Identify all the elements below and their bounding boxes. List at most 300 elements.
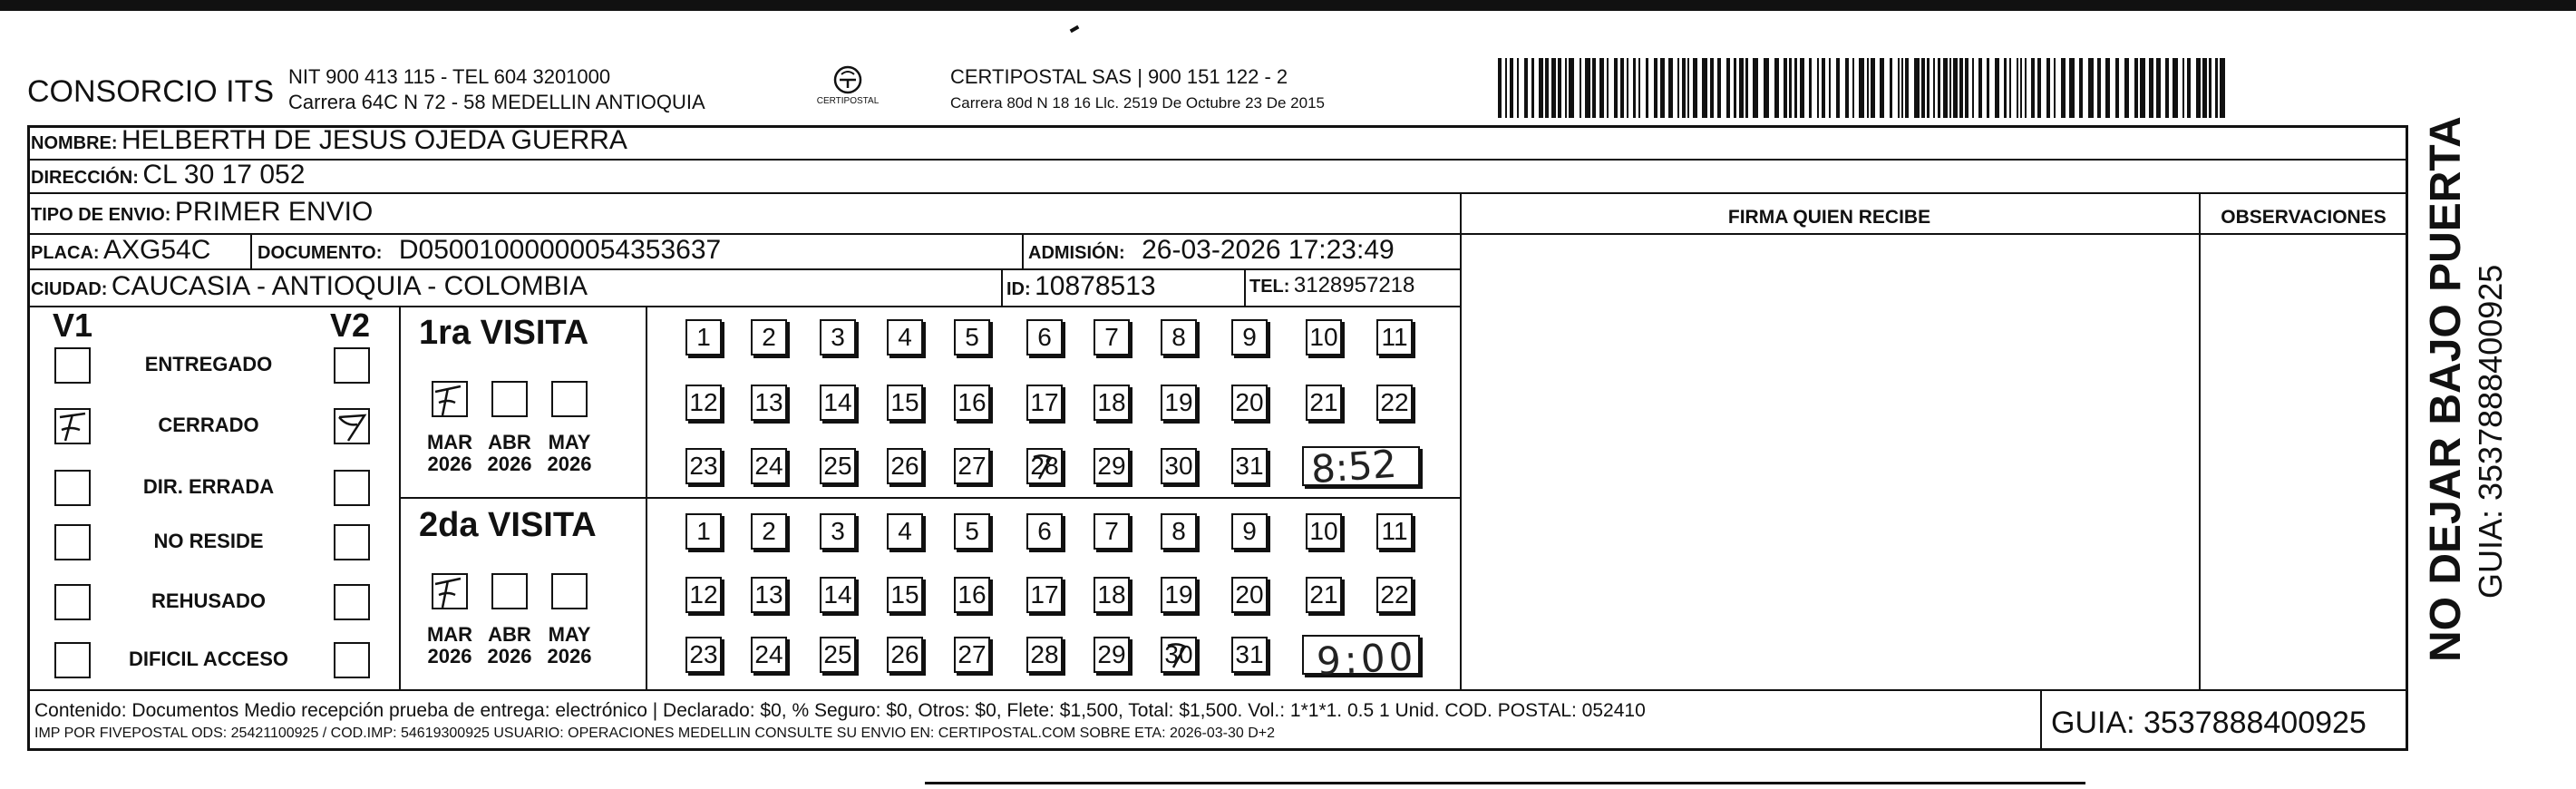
barcode-bar xyxy=(2054,58,2056,118)
day-number: 21 xyxy=(1309,580,1338,609)
barcode-bar xyxy=(1817,58,1819,118)
barcode-bar xyxy=(1943,58,1948,118)
barcode-bar xyxy=(1627,58,1628,118)
barcode-bar xyxy=(1852,58,1854,118)
v1-checkbox[interactable] xyxy=(54,408,91,444)
first-month-label xyxy=(421,432,479,475)
second-day-box[interactable] xyxy=(1376,577,1413,613)
divider xyxy=(1460,233,2408,235)
first-day-box[interactable] xyxy=(1306,385,1342,421)
barcode-bar xyxy=(1592,58,1596,118)
day-number: 19 xyxy=(1164,580,1193,609)
first-day-box[interactable] xyxy=(1231,385,1268,421)
day-number: 18 xyxy=(1097,388,1126,416)
second-day-box[interactable] xyxy=(1026,577,1063,613)
barcode-bar xyxy=(1867,58,1869,118)
second-day-box[interactable] xyxy=(1231,577,1268,613)
divider xyxy=(1244,268,1246,306)
barcode-bar xyxy=(2017,58,2018,118)
second-day-box[interactable] xyxy=(887,513,923,550)
firma-header: FIRMA QUIEN RECIBE xyxy=(1727,207,1931,228)
status-label: DIFICIL ACCESO xyxy=(128,648,288,670)
documento-value: D05001000000054353637 xyxy=(398,235,722,265)
second-day-box[interactable] xyxy=(1161,637,1197,673)
barcode-bar xyxy=(1524,58,1528,118)
first-day-box[interactable] xyxy=(751,319,787,356)
barcode-bar xyxy=(1539,58,1543,118)
barcode-bar xyxy=(1859,58,1864,118)
barcode-bar xyxy=(1898,58,1900,118)
tel-label: TEL: xyxy=(1249,277,1290,297)
first-month-checkbox[interactable] xyxy=(551,381,588,417)
first-day-box[interactable] xyxy=(1161,448,1197,484)
documento-cell xyxy=(258,235,721,266)
day-number: 14 xyxy=(823,388,852,416)
day-number: 23 xyxy=(689,640,718,668)
barcode-bar xyxy=(1845,58,1849,118)
first-day-box[interactable] xyxy=(751,385,787,421)
day-number: 11 xyxy=(1381,323,1408,351)
first-day-box[interactable] xyxy=(751,448,787,484)
first-day-box[interactable] xyxy=(887,448,923,484)
second-month-checkbox[interactable] xyxy=(491,573,528,609)
barcode-bar xyxy=(1531,58,1534,118)
first-day-box[interactable] xyxy=(887,385,923,421)
barcode-bar xyxy=(2105,58,2110,118)
v1-checkbox[interactable] xyxy=(54,524,91,560)
check-mark-icon xyxy=(433,575,466,608)
day-number: 26 xyxy=(890,640,919,668)
no-dejar-warning: NO DEJAR BAJO PUERTA xyxy=(2422,116,2470,662)
day-number: 2 xyxy=(762,323,776,351)
divider xyxy=(27,689,2408,691)
ciudad-row xyxy=(31,271,588,302)
day-mark-icon xyxy=(1030,452,1059,481)
barcode-bar xyxy=(1734,58,1736,118)
barcode-bar xyxy=(2215,58,2218,118)
first-day-box[interactable] xyxy=(820,448,856,484)
month-name: MAY xyxy=(548,623,591,646)
nombre-value: HELBERTH DE JESUS OJEDA GUERRA xyxy=(122,125,627,155)
first-day-box[interactable] xyxy=(820,385,856,421)
barcode-bar xyxy=(1710,58,1714,118)
second-month-label xyxy=(481,624,539,667)
day-number: 3 xyxy=(831,323,845,351)
barcode-bar xyxy=(1682,58,1686,118)
first-month-label xyxy=(540,432,598,475)
barcode-bar xyxy=(2173,58,2178,118)
barcode-bar xyxy=(1774,58,1779,118)
nombre-label: NOMBRE: xyxy=(31,133,118,153)
second-day-box[interactable] xyxy=(751,637,787,673)
barcode-bar xyxy=(2156,58,2161,118)
first-day-box[interactable] xyxy=(820,319,856,356)
second-day-box[interactable] xyxy=(1161,513,1197,550)
status-label: ENTREGADO xyxy=(144,353,273,375)
second-day-box[interactable] xyxy=(820,513,856,550)
second-day-box[interactable] xyxy=(1161,577,1197,613)
day-number: 20 xyxy=(1235,388,1264,416)
status-label: NO RESIDE xyxy=(153,530,264,552)
barcode-bar xyxy=(2140,58,2145,118)
first-day-box[interactable] xyxy=(1094,319,1130,356)
day-number: 19 xyxy=(1164,388,1193,416)
second-day-box[interactable] xyxy=(1026,637,1063,673)
second-day-box[interactable] xyxy=(954,637,990,673)
company-address: Carrera 64C N 72 - 58 MEDELLIN ANTIOQUIA xyxy=(288,91,705,113)
direccion-value: CL 30 17 052 xyxy=(142,160,306,190)
second-day-box[interactable] xyxy=(887,637,923,673)
second-day-box[interactable] xyxy=(820,577,856,613)
barcode-bar xyxy=(2134,58,2138,118)
day-number: 6 xyxy=(1037,517,1052,545)
month-year: 2026 xyxy=(487,645,532,668)
first-day-box[interactable] xyxy=(1376,385,1413,421)
v1-checkbox[interactable] xyxy=(54,584,91,620)
v2-header: V2 xyxy=(330,307,371,344)
day-mark-icon xyxy=(1164,640,1193,669)
day-number: 29 xyxy=(1097,452,1126,480)
day-number: 1 xyxy=(696,323,711,351)
barcode-bar xyxy=(1901,58,1903,118)
day-number: 9 xyxy=(1242,323,1257,351)
month-name: MAR xyxy=(426,431,473,453)
barcode-bar xyxy=(1784,58,1787,118)
barcode xyxy=(1498,58,2226,118)
barcode-bar xyxy=(1668,58,1673,118)
barcode-bar xyxy=(2202,58,2207,118)
barcode-bar xyxy=(1880,58,1884,118)
day-number: 29 xyxy=(1097,640,1126,668)
second-month-label xyxy=(421,624,479,667)
barcode-bar xyxy=(1565,58,1567,118)
certipostal-logo xyxy=(812,63,884,109)
day-number: 25 xyxy=(823,452,852,480)
month-year: 2026 xyxy=(487,453,532,476)
day-number: 26 xyxy=(890,452,919,480)
divider xyxy=(2199,192,2201,689)
first-day-box[interactable] xyxy=(954,385,990,421)
second-day-box[interactable] xyxy=(954,577,990,613)
first-day-box[interactable] xyxy=(685,385,722,421)
barcode-bar xyxy=(1914,58,1920,118)
barcode-bar xyxy=(1693,58,1697,118)
v1-checkbox[interactable] xyxy=(54,470,91,506)
barcode-bar xyxy=(1829,58,1831,118)
barcode-bar xyxy=(1953,58,1958,118)
barcode-bar xyxy=(1905,58,1909,118)
day-number: 10 xyxy=(1309,323,1338,351)
day-number: 1 xyxy=(696,517,711,545)
company-nit: NIT 900 413 115 - TEL 604 3201000 xyxy=(288,65,611,88)
day-number: 11 xyxy=(1381,517,1408,545)
tipo-label: TIPO DE ENVIO: xyxy=(31,205,171,225)
placa-row xyxy=(31,235,210,266)
second-month-checkbox[interactable] xyxy=(551,573,588,609)
barcode-bar xyxy=(2046,58,2050,118)
second-day-box[interactable] xyxy=(751,513,787,550)
barcode-bar xyxy=(1614,58,1618,118)
barcode-bar xyxy=(2097,58,2101,118)
barcode-bar xyxy=(2079,58,2083,118)
day-number: 13 xyxy=(754,388,783,416)
day-number: 24 xyxy=(754,640,783,668)
v2-checkbox[interactable] xyxy=(334,584,370,620)
day-number: 8 xyxy=(1171,323,1186,351)
day-number: 24 xyxy=(754,452,783,480)
barcode-bar xyxy=(1638,58,1640,118)
barcode-bar xyxy=(2182,58,2184,118)
second-visit-title: 2da VISITA xyxy=(419,506,597,544)
barcode-bar xyxy=(2031,58,2035,118)
tel-cell xyxy=(1249,273,1414,298)
second-day-box[interactable] xyxy=(1094,513,1130,550)
barcode-bar xyxy=(2165,58,2169,118)
observaciones-header: OBSERVACIONES xyxy=(2221,207,2386,228)
barcode-bar xyxy=(1959,58,1963,118)
barcode-bar xyxy=(1545,58,1549,118)
first-day-box[interactable] xyxy=(1161,319,1197,356)
second-day-box[interactable] xyxy=(954,513,990,550)
barcode-bar xyxy=(1800,58,1804,118)
status-label: REHUSADO xyxy=(151,589,266,612)
check-mark-icon xyxy=(56,410,89,443)
divider xyxy=(1022,233,1024,268)
first-day-box[interactable] xyxy=(1026,448,1063,484)
first-day-box[interactable] xyxy=(1231,448,1268,484)
barcode-bar xyxy=(2061,58,2066,118)
contenido-line: Contenido: Documentos Medio recepción prueba de entrega: electrónico | Declarado: $0, % Seguro: $0, Otros: $0, Flete: $1,500, Total: $1,500. Vol.: 1*1*1. 0.5 1 Unid. COD. POSTAL: 052410 xyxy=(34,700,1646,721)
second-day-box[interactable] xyxy=(1306,513,1342,550)
barcode-bar xyxy=(1764,58,1769,118)
second-day-box[interactable] xyxy=(685,513,722,550)
divider xyxy=(1001,268,1003,306)
barcode-bar xyxy=(2187,58,2191,118)
mark-dot xyxy=(1070,25,1080,33)
barcode-bar xyxy=(1978,58,1982,118)
v2-checkbox[interactable] xyxy=(334,524,370,560)
barcode-bar xyxy=(1633,58,1636,118)
barcode-bar xyxy=(1687,58,1689,118)
admision-cell xyxy=(1028,235,1395,266)
month-year: 2026 xyxy=(427,645,472,668)
first-day-box[interactable] xyxy=(1026,385,1063,421)
barcode-bar xyxy=(1717,58,1721,118)
barcode-bar xyxy=(1739,58,1744,118)
v1-checkbox[interactable] xyxy=(54,347,91,384)
second-day-box[interactable] xyxy=(1094,637,1130,673)
day-number: 22 xyxy=(1380,388,1409,416)
ciudad-value: CAUCASIA - ANTIOQUIA - COLOMBIA xyxy=(111,271,588,301)
day-number: 14 xyxy=(823,580,852,609)
barcode-bar xyxy=(1871,58,1875,118)
day-number: 6 xyxy=(1037,323,1052,351)
first-month-checkbox[interactable] xyxy=(432,381,468,417)
first-day-box[interactable] xyxy=(1094,448,1130,484)
company-name: CONSORCIO ITS xyxy=(27,74,275,109)
day-number: 17 xyxy=(1030,580,1059,609)
second-day-box[interactable] xyxy=(1231,513,1268,550)
barcode-bar xyxy=(1972,58,1974,118)
barcode-bar xyxy=(1789,58,1792,118)
first-day-box[interactable] xyxy=(1376,319,1413,356)
check-mark-icon xyxy=(433,383,466,415)
first-day-box[interactable] xyxy=(685,319,722,356)
v2-checkbox[interactable] xyxy=(334,408,370,444)
first-month-checkbox[interactable] xyxy=(491,381,528,417)
month-year: 2026 xyxy=(547,645,592,668)
v2-checkbox[interactable] xyxy=(334,470,370,506)
barcode-bar xyxy=(1585,58,1590,118)
day-number: 2 xyxy=(762,517,776,545)
divider xyxy=(27,192,2408,194)
barcode-bar xyxy=(1580,58,1581,118)
barcode-bar xyxy=(1660,58,1665,118)
id-cell xyxy=(1006,271,1156,302)
barcode-bar xyxy=(1927,58,1930,118)
barcode-bar xyxy=(2196,58,2201,118)
first-day-box[interactable] xyxy=(887,319,923,356)
divider xyxy=(250,233,252,268)
barcode-bar xyxy=(2209,58,2211,118)
divider xyxy=(399,497,1460,499)
tipo-value: PRIMER ENVIO xyxy=(174,197,374,227)
placa-value: AXG54C xyxy=(103,235,211,265)
status-label: CERRADO xyxy=(158,414,259,436)
barcode-bar xyxy=(1745,58,1748,118)
barcode-bar xyxy=(1702,58,1707,118)
second-visit-time: 9:00 xyxy=(1315,634,1418,684)
imp-line: IMP POR FIVEPOSTAL ODS: 25421100925 / COD.IMP: 54619300925 USUARIO: OPERACIONES MEDELLIN CONSULTE SU ENVIO EN: CERTIPOSTAL.COM SOBRE ETA: 2026-03-30 D+2 xyxy=(34,726,1276,741)
v1-checkbox[interactable] xyxy=(54,642,91,678)
second-month-checkbox[interactable] xyxy=(432,573,468,609)
barcode-bar xyxy=(1607,58,1609,118)
first-day-box[interactable] xyxy=(1161,385,1197,421)
id-value: 10878513 xyxy=(1035,271,1156,301)
barcode-bar xyxy=(1677,58,1679,118)
day-number: 30 xyxy=(1164,640,1193,668)
second-day-box[interactable] xyxy=(751,577,787,613)
barcode-bar xyxy=(1995,58,1999,118)
tipo-row xyxy=(31,197,373,228)
first-day-box[interactable] xyxy=(1306,319,1342,356)
v2-checkbox[interactable] xyxy=(334,347,370,384)
month-name: ABR xyxy=(488,623,531,646)
direccion-label: DIRECCIÓN: xyxy=(31,168,139,188)
day-number: 16 xyxy=(957,388,987,416)
direccion-row xyxy=(31,160,305,190)
barcode-bar xyxy=(2124,58,2129,118)
first-day-box[interactable] xyxy=(685,448,722,484)
logo-text: CERTIPOSTAL xyxy=(816,96,880,106)
second-day-box[interactable] xyxy=(685,637,722,673)
barcode-bar xyxy=(1890,58,1892,118)
barcode-bar xyxy=(1809,58,1812,118)
barcode-bar xyxy=(1949,58,1951,118)
day-number: 28 xyxy=(1030,640,1059,668)
day-number: 5 xyxy=(965,323,979,351)
day-number: 20 xyxy=(1235,580,1264,609)
barcode-bar xyxy=(1836,58,1840,118)
top-black-bar xyxy=(0,0,2576,11)
placa-label: PLACA: xyxy=(31,243,100,263)
barcode-bar xyxy=(1599,58,1604,118)
day-number: 27 xyxy=(957,452,987,480)
check-mark-icon xyxy=(335,410,368,443)
day-number: 10 xyxy=(1309,517,1338,545)
side-guia: GUIA: 3537888400925 xyxy=(2472,264,2509,599)
barcode-bar xyxy=(1646,58,1648,118)
barcode-bar xyxy=(1794,58,1797,118)
admision-value: 26-03-2026 17:23:49 xyxy=(1142,235,1395,265)
second-day-box[interactable] xyxy=(820,637,856,673)
second-day-box[interactable] xyxy=(685,577,722,613)
barcode-bar xyxy=(2115,58,2119,118)
day-number: 4 xyxy=(898,323,912,351)
first-day-box[interactable] xyxy=(954,319,990,356)
second-day-box[interactable] xyxy=(1094,577,1130,613)
first-visit-time: 8:52 xyxy=(1309,441,1398,492)
admision-label: ADMISIÓN: xyxy=(1028,243,1125,263)
second-day-box[interactable] xyxy=(1306,577,1342,613)
v2-checkbox[interactable] xyxy=(334,642,370,678)
first-day-box[interactable] xyxy=(1231,319,1268,356)
postal-address: Carrera 80d N 18 16 Llc. 2519 De Octubre 23 De 2015 xyxy=(950,94,1325,112)
barcode-bar xyxy=(1965,58,1968,118)
barcode-bar xyxy=(1822,58,1825,118)
barcode-bar xyxy=(1921,58,1925,118)
day-number: 4 xyxy=(898,517,912,545)
barcode-bar xyxy=(2220,58,2225,118)
day-number: 15 xyxy=(890,388,919,416)
barcode-bar xyxy=(2149,58,2153,118)
day-number: 15 xyxy=(890,580,919,609)
day-number: 17 xyxy=(1030,388,1059,416)
divider xyxy=(27,159,2408,161)
barcode-bar xyxy=(2020,58,2022,118)
barcode-bar xyxy=(1987,58,1989,118)
day-number: 7 xyxy=(1104,323,1119,351)
first-month-label xyxy=(481,432,539,475)
day-number: 12 xyxy=(689,580,718,609)
id-label: ID: xyxy=(1006,279,1031,299)
divider xyxy=(1460,192,1462,689)
day-number: 12 xyxy=(689,388,718,416)
second-day-box[interactable] xyxy=(1376,513,1413,550)
second-day-box[interactable] xyxy=(1026,513,1063,550)
first-visit-title: 1ra VISITA xyxy=(419,314,589,352)
day-number: 18 xyxy=(1097,580,1126,609)
first-day-box[interactable] xyxy=(954,448,990,484)
month-name: MAY xyxy=(548,431,591,453)
second-day-box[interactable] xyxy=(887,577,923,613)
day-number: 3 xyxy=(831,517,845,545)
barcode-bar xyxy=(2069,58,2075,118)
day-number: 31 xyxy=(1235,640,1264,668)
divider xyxy=(2040,689,2042,751)
nombre-row xyxy=(31,125,627,156)
day-number: 8 xyxy=(1171,517,1186,545)
barcode-bar xyxy=(1498,58,1502,118)
second-day-box[interactable] xyxy=(1231,637,1268,673)
barcode-bar xyxy=(1510,58,1513,118)
day-number: 22 xyxy=(1380,580,1409,609)
tel-value: 3128957218 xyxy=(1293,273,1415,297)
day-number: 13 xyxy=(754,580,783,609)
first-day-box[interactable] xyxy=(1094,385,1130,421)
first-day-box[interactable] xyxy=(1026,319,1063,356)
day-number: 31 xyxy=(1235,452,1264,480)
